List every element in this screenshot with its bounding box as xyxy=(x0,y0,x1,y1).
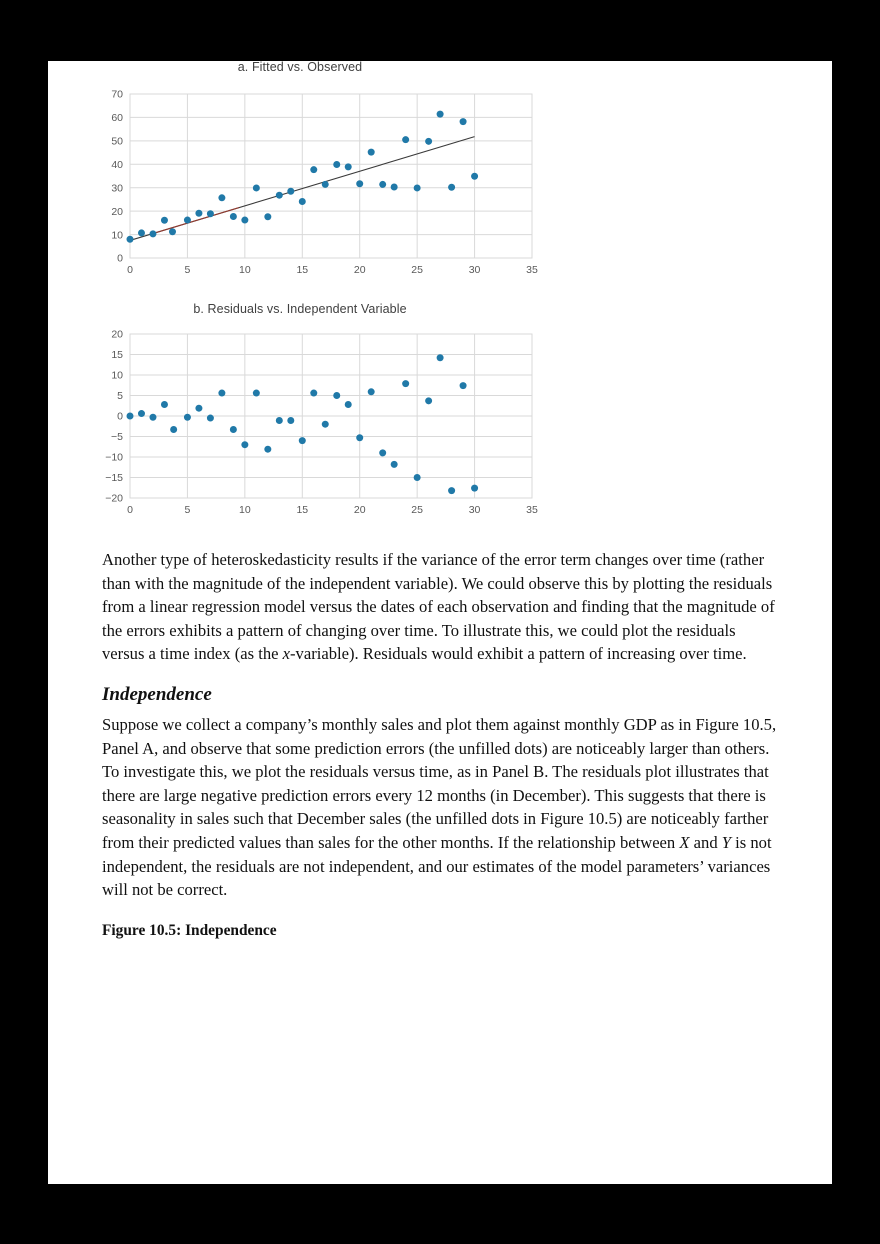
data-point xyxy=(161,217,168,224)
y-axis-tick-label: −20 xyxy=(105,492,123,505)
x-variable-italic: x xyxy=(282,644,291,664)
data-point xyxy=(138,229,145,236)
chart-a-fitted-vs-observed xyxy=(100,61,545,290)
data-point xyxy=(264,446,271,453)
y-axis-tick-label: 30 xyxy=(111,182,123,195)
x-axis-tick-label: 30 xyxy=(468,264,481,276)
chart-b-title: b. Residuals vs. Independent Variable xyxy=(193,302,407,316)
y-axis-tick-label: 20 xyxy=(111,328,123,341)
data-point xyxy=(437,354,444,361)
data-point xyxy=(276,417,283,424)
data-point xyxy=(333,392,340,399)
data-point xyxy=(264,213,271,220)
data-point xyxy=(218,194,225,201)
data-point xyxy=(460,118,467,125)
paragraph-1-text-cont: -variable). Residuals would exhibit a pattern of increasing over time. xyxy=(290,644,747,664)
x-axis-tick-label: 15 xyxy=(296,264,309,276)
data-point xyxy=(356,180,363,187)
data-point xyxy=(345,401,352,408)
chart-b-residuals-vs-independent xyxy=(100,302,545,532)
x-axis-tick-label: 25 xyxy=(411,264,423,276)
data-point xyxy=(460,382,467,389)
y-axis-tick-label: 5 xyxy=(117,390,123,403)
x-axis-tick-label: 10 xyxy=(239,504,251,516)
x-axis-tick-label: 15 xyxy=(296,504,309,516)
data-point xyxy=(437,111,444,118)
data-point xyxy=(333,161,340,168)
data-point xyxy=(368,149,375,156)
data-point xyxy=(310,390,317,397)
data-point xyxy=(127,236,134,243)
data-point xyxy=(471,485,478,492)
data-point xyxy=(253,184,260,191)
x-axis-tick-label: 20 xyxy=(353,264,366,276)
figure-caption: Figure 10.5: Independence xyxy=(102,921,277,939)
x-axis-tick-label: 5 xyxy=(184,264,191,276)
x-axis-tick-label: 20 xyxy=(353,504,366,516)
data-point xyxy=(391,184,398,191)
data-point xyxy=(448,487,455,494)
data-point xyxy=(425,138,432,145)
data-point xyxy=(310,166,317,173)
y-axis-tick-label: 50 xyxy=(111,135,123,148)
data-point xyxy=(169,228,176,235)
data-point xyxy=(402,380,409,387)
chart-a-title: a. Fitted vs. Observed xyxy=(237,61,363,74)
y-axis-tick-label: 10 xyxy=(111,369,123,382)
data-point xyxy=(184,414,191,421)
data-point xyxy=(127,413,134,420)
data-point xyxy=(161,401,168,408)
y-axis-tick-label: 15 xyxy=(111,349,123,362)
y-axis-tick-label: 70 xyxy=(111,88,123,101)
data-point xyxy=(170,426,177,433)
data-point xyxy=(207,210,214,217)
y-axis-tick-label: −15 xyxy=(105,472,123,485)
y-axis-tick-label: 0 xyxy=(117,410,123,423)
y-axis-tick-label: −10 xyxy=(105,451,123,464)
document-page xyxy=(48,61,832,1184)
data-point xyxy=(322,181,329,188)
y-axis-tick-label: 10 xyxy=(111,229,123,242)
data-point xyxy=(230,426,237,433)
y-axis-tick-label: 60 xyxy=(111,112,123,125)
x-axis-tick-label: 0 xyxy=(127,504,133,516)
x-axis-tick-label: 35 xyxy=(526,504,538,516)
data-point xyxy=(391,461,398,468)
data-point xyxy=(149,414,156,421)
data-point xyxy=(322,421,329,428)
data-point xyxy=(218,390,225,397)
x-axis-tick-label: 25 xyxy=(411,504,423,516)
data-point xyxy=(253,390,260,397)
data-point xyxy=(287,417,294,424)
y-axis-tick-label: 40 xyxy=(111,158,123,171)
Y-variable-italic: Y xyxy=(721,832,732,852)
data-point xyxy=(448,184,455,191)
data-point xyxy=(368,388,375,395)
x-axis-tick-label: 5 xyxy=(184,504,191,516)
y-axis-tick-label: 0 xyxy=(117,252,123,265)
X-variable-italic: X xyxy=(679,832,690,852)
data-point xyxy=(299,198,306,205)
data-point xyxy=(402,136,409,143)
chart-b-plot-area xyxy=(100,325,545,525)
data-point xyxy=(345,163,352,170)
x-axis-tick-label: 35 xyxy=(526,264,538,276)
data-point xyxy=(414,474,421,481)
data-point xyxy=(471,173,478,180)
chart-b-svg xyxy=(100,325,545,525)
data-point xyxy=(379,181,386,188)
x-axis-tick-label: 30 xyxy=(468,504,481,516)
data-point xyxy=(379,449,386,456)
section-heading-independence: Independence xyxy=(102,683,212,705)
data-point xyxy=(207,415,214,422)
data-point xyxy=(356,434,363,441)
data-point xyxy=(195,210,202,217)
data-point xyxy=(299,437,306,444)
data-point xyxy=(138,410,145,417)
data-point xyxy=(230,213,237,220)
data-point xyxy=(287,188,294,195)
data-point xyxy=(241,441,248,448)
paragraph-2-text-c: is not independent, the residuals are not independent, and our estimates of the model parameters’ variances will not be correct. xyxy=(102,832,772,900)
paragraph-heteroskedasticity xyxy=(102,548,778,666)
data-point xyxy=(276,192,283,199)
body-text-column xyxy=(102,548,778,940)
paragraph-2-text-a: Suppose we collect a company’s monthly sales and plot them against monthly GDP as in Figure 10.5, Panel A, and observe that some prediction errors (the unfilled dots) are noticeably larger than others. To investigate this, we plot the residuals versus time, as in Panel B. The residuals plot illustrates that there are large negative prediction errors every 12 months (in December). This suggests that there is seasonality in sales such that December sales (the unfilled dots in Figure 10.5) are noticeably farther from their predicted values than sales for the other months. If the relationship between xyxy=(102,714,777,852)
data-point xyxy=(184,217,191,224)
data-point xyxy=(414,184,421,191)
data-point xyxy=(149,230,156,237)
data-point xyxy=(425,397,432,404)
y-axis-tick-label: −5 xyxy=(111,431,123,444)
chart-a-plot-area xyxy=(100,85,545,285)
paragraph-independence xyxy=(102,713,778,902)
data-point xyxy=(195,405,202,412)
data-point xyxy=(241,217,248,224)
paragraph-1-text: Another type of heteroskedasticity results if the variance of the error term changes over time (rather than with the magnitude of the independent variable). We could observe this by plotting the residuals from a linear regression model versus the dates of each observation and finding that the magnitude of the errors exhibits a pattern of changing over time. To illustrate this, we could plot the residuals versus a time index (as the xyxy=(102,550,775,664)
x-axis-tick-label: 0 xyxy=(127,264,133,276)
chart-a-svg xyxy=(100,85,545,285)
y-axis-tick-label: 20 xyxy=(111,205,123,218)
paragraph-2-text-b: and xyxy=(689,832,722,852)
x-axis-tick-label: 10 xyxy=(239,264,251,276)
